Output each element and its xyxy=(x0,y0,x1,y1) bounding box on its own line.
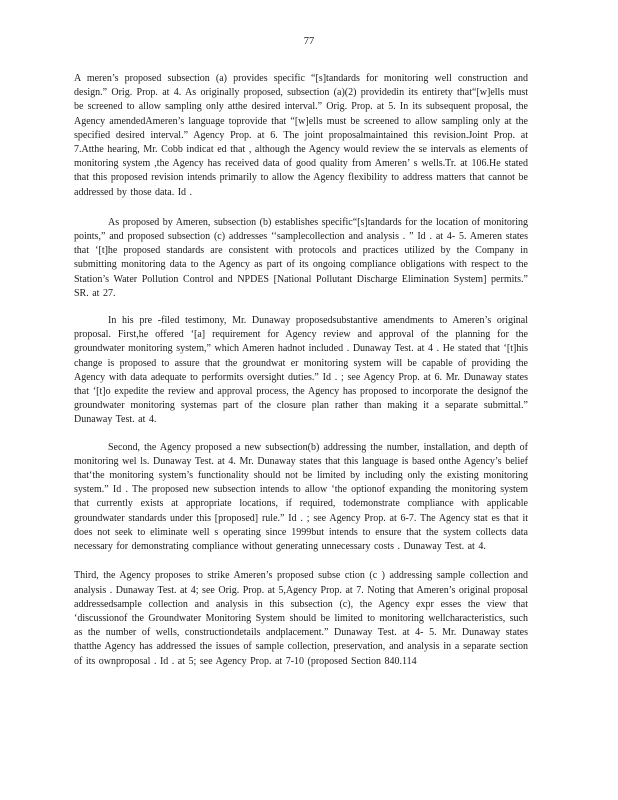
page-number: 77 xyxy=(303,36,315,47)
paragraph-subsection-a: A meren’s proposed subsection (a) provides specific “[s]tandards for monitoring well construction and design.” Orig. Prop. at 4. As originally proposed, subsection (a)(2) providedin its entirety that“[w]ells must be screened to allow sampling only atthe desired interval.” Orig. Prop. at 5. In its subsequent proposal, the Agency amendedAmeren’s language toprovide that “[w]ells must be screened to allow sampling only at the specified desired interval.” Agency Prop. at 6. The joint proposalmaintained this revision.Joint Prop. at 7.Atthe hearing, Mr. Cobb indicat ed that , although the Agency would review the se intervals as elements of monitoring system ,the Agency has received data of good quality from Ameren’ s wells.Tr. at 106.He stated that this proposed revision intends primarily to allow the Agency flexibility to address matters that cannot be addressed by those data. Id . xyxy=(74,73,528,198)
body-text xyxy=(74,72,528,669)
paragraph-subsection-b: As proposed by Ameren, subsection (b) establishes specific“[s]tandards for the location of monitoring points,” and proposed subsection (c) addresses ‘‘samplecollection and analysis . ” Id . at 4- 5. Ameren states that ‘[t]he proposed standards are consistent with protocols and practices utilized by the Company in submitting monitoring data to the Agency as part of its ongoing compliance obligations with respect to the Station’s Water Pollution Control and NPDES [National Pollutant Discharge Elimination System] permits.” SR. at 27. xyxy=(74,216,528,299)
paragraph-second-amendment: Second, the Agency proposed a new subsection(b) addressing the number, installation, and depth of monitoring wel ls. Dunaway Test. at 4. Mr. Dunaway states that this language is based onthe Agency’s belief that‘the monitoring system’s functionality should not be limited by including only the existing monitoring system.” Id . The proposed new subsection intends to allow ‘the optionof expanding the monitoring system that currently exists at appropriate locations, if required, todemonstrate compliance with applicable groundwater standards under this [proposed] rule.” Id . ; see Agency Prop. at 6-7. The Agency stat es that it does not seek to eliminate well s operating since 1999but intends to ensure that the system collects data necessary for demonstrating compliance without generating unnecessary costs . Dunaway Test. at 4. xyxy=(74,441,528,553)
paragraph-dunaway-testimony: In his pre -filed testimony, Mr. Dunaway proposedsubstantive amendments to Ameren’s original proposal. First,he offered ‘[a] requirement for Agency review and approval of the planning for the groundwater monitoring system,” which Ameren hadnot included . Dunaway Test. at 4 . He stated that ‘[t]his change is proposed to assure that the groundwat er monitoring system will be capable of providing the Agency with data adequate to performits oversight duties.” Id . ; see Agency Prop. at 6. Mr. Dunaway states that ‘[t]o expedite the review and approval process, the Agency has proposed to incorporate the designof the groundwater monitoring systemas part of the closure plan rather than making it a separate submittal.” Dunaway Test. at 4. xyxy=(74,315,528,426)
paragraph-third-amendment: Third, the Agency proposes to strike Ameren’s proposed subse ction (c ) addressing sample collection and analysis . Dunaway Test. at 4; see Orig. Prop. at 5,Agency Prop. at 7. Noting that Ameren’s original proposal addressedsample collection and analysis in this subsection (c), the Agency expr esses the view that ‘discussionof the Groundwater Monitoring System should be limited to monitoring wellcharacteristics, such as the number of wells, constructiondetails andplacement.” Dunaway Test. at 4- 5. Mr. Dunaway states thatthe Agency has addressed the issues of sample collection, preservation, and analysis in a separate section of its ownproposal . Id . at 5; see Agency Prop. at 7-10 (proposed Section 840.114 xyxy=(74,570,528,667)
